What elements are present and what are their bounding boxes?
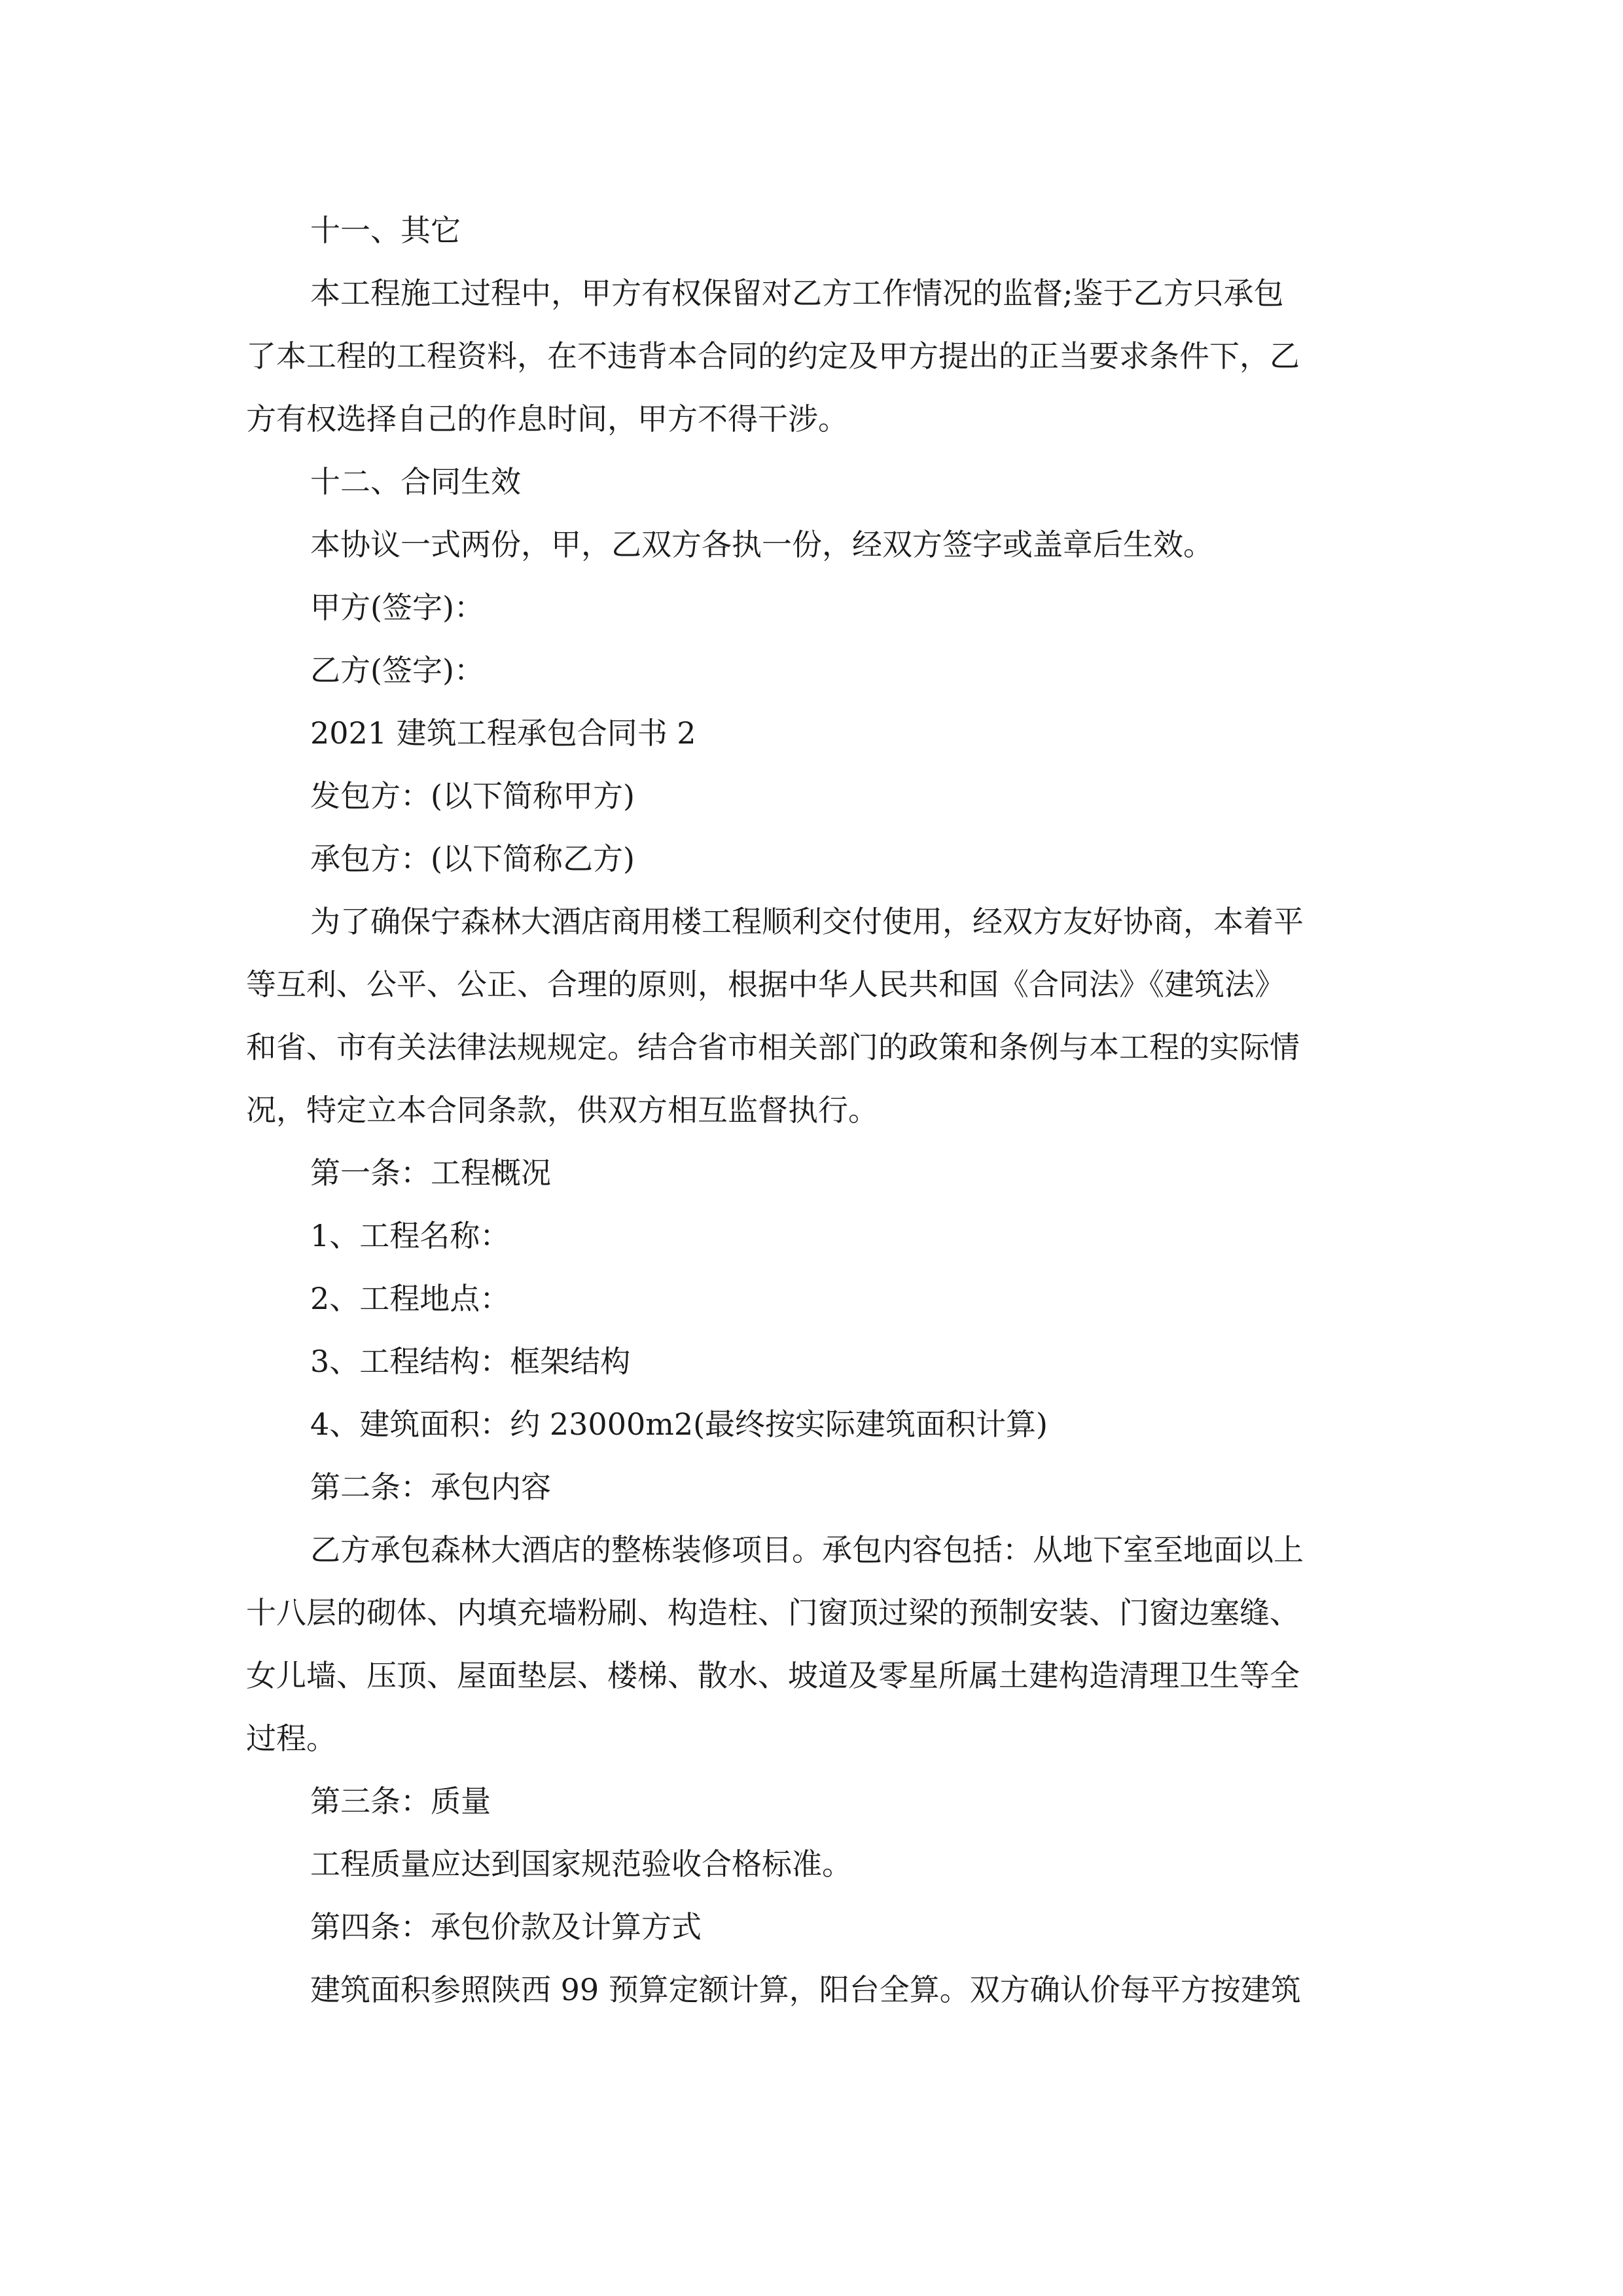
list-item: 4、建筑面积：约 23000m2(最终按实际建筑面积计算)	[310, 1407, 1048, 1442]
paragraph-line: 工程质量应达到国家规范验收合格标准。	[310, 1846, 852, 1882]
article-heading-2: 第二条：承包内容	[310, 1469, 551, 1505]
party-b-signature-line: 乙方(签字)：	[310, 653, 484, 688]
article-heading-4: 第四条：承包价款及计算方式	[310, 1909, 702, 1945]
party-a-signature-line: 甲方(签字)：	[310, 590, 484, 625]
list-item: 1、工程名称：	[310, 1218, 510, 1253]
article-heading-3: 第三条：质量	[310, 1784, 491, 1819]
contract-title: 2021 建筑工程承包合同书 2	[310, 715, 696, 751]
paragraph-line: 了本工程的工程资料，在不违背本合同的约定及甲方提出的正当要求条件下，乙	[246, 338, 1300, 374]
paragraph-line: 和省、市有关法律法规规定。结合省市相关部门的政策和条例与本工程的实际情	[246, 1030, 1300, 1065]
section-heading-effect: 十二、合同生效	[310, 464, 521, 499]
paragraph-line: 过程。	[246, 1721, 336, 1756]
paragraph-line: 本工程施工过程中，甲方有权保留对乙方工作情况的监督;鉴于乙方只承包	[310, 276, 1284, 311]
paragraph-line: 十八层的砌体、内填充墙粉刷、构造柱、门窗顶过梁的预制安装、门窗边塞缝、	[246, 1595, 1300, 1630]
paragraph-line: 况，特定立本合同条款，供双方相互监督执行。	[246, 1092, 878, 1128]
paragraph-line: 乙方承包森林大酒店的整栋装修项目。承包内容包括：从地下室至地面以上	[310, 1532, 1304, 1568]
paragraph-line: 方有权选择自己的作息时间，甲方不得干涉。	[246, 401, 848, 437]
list-item: 2、工程地点：	[310, 1281, 510, 1316]
paragraph-line: 等互利、公平、公正、合理的原则，根据中华人民共和国《合同法》《建筑法》	[246, 967, 1285, 1002]
issuer-line: 发包方：(以下简称甲方)	[310, 778, 635, 814]
paragraph-line: 女儿墙、压顶、屋面垫层、楼梯、散水、坡道及零星所属土建构造清理卫生等全	[246, 1658, 1300, 1693]
paragraph-line: 为了确保宁森林大酒店商用楼工程顺利交付使用，经双方友好协商，本着平	[310, 904, 1304, 939]
paragraph-line: 本协议一式两份，甲，乙双方各执一份，经双方签字或盖章后生效。	[310, 527, 1213, 562]
list-item: 3、工程结构：框架结构	[310, 1344, 631, 1379]
section-heading-other: 十一、其它	[310, 213, 461, 248]
paragraph-line: 建筑面积参照陕西 99 预算定额计算，阳台全算。双方确认价每平方按建筑	[310, 1972, 1301, 2007]
article-heading-1: 第一条：工程概况	[310, 1155, 551, 1191]
contractor-line: 承包方：(以下简称乙方)	[310, 841, 635, 876]
